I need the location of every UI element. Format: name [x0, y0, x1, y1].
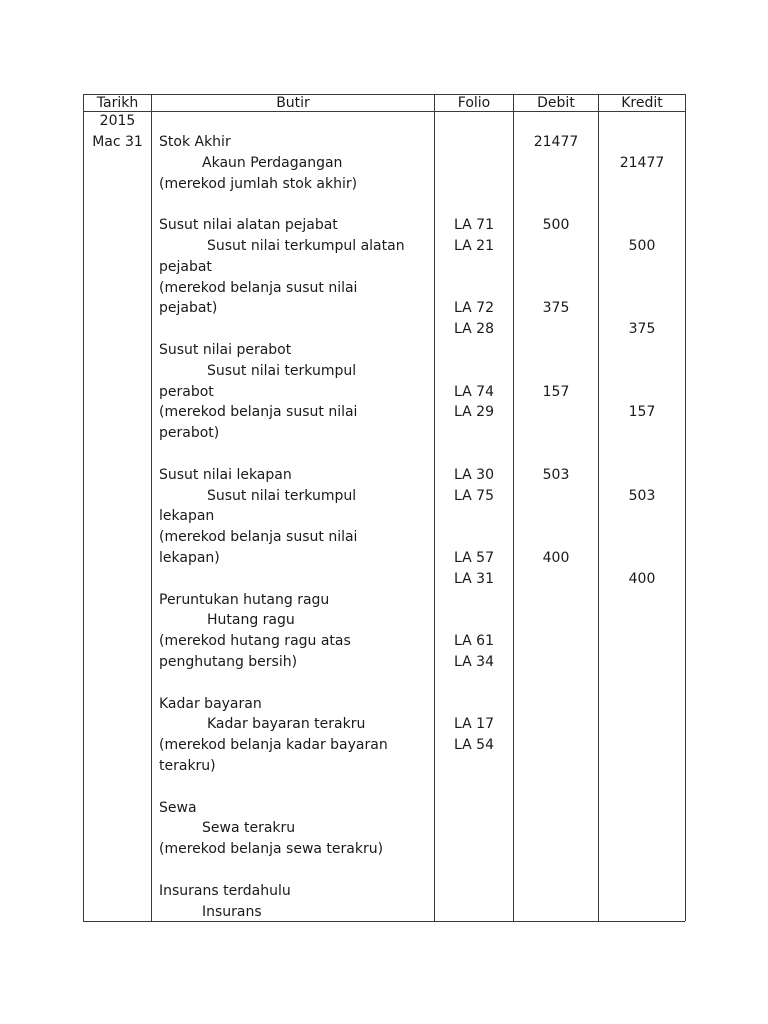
kredit-value: 21477: [619, 155, 665, 171]
kredit-value: 157: [628, 404, 656, 420]
butir-text: pejabat: [159, 259, 212, 275]
folio-value: LA 30: [454, 467, 494, 483]
butir-text: Sewa: [159, 800, 197, 816]
folio-value: LA 31: [454, 571, 494, 587]
butir-text: Kadar bayaran: [159, 696, 262, 712]
folio-value: LA 34: [454, 654, 494, 670]
butir-text: Insurans terdahulu: [159, 883, 291, 899]
butir-text: Insurans: [202, 904, 262, 920]
folio-value: LA 72: [454, 300, 494, 316]
butir-text: (merekod belanja susut nilai: [159, 280, 358, 296]
folio-value: LA 21: [454, 238, 494, 254]
col-border-left: [83, 94, 84, 921]
col-border-debit-kredit: [598, 94, 599, 921]
debit-value: 503: [542, 467, 570, 483]
date-year: 2015: [99, 113, 136, 129]
butir-text: Susut nilai terkumpul: [207, 363, 357, 379]
butir-text: Susut nilai terkumpul alatan: [207, 238, 405, 254]
butir-text: (merekod belanja kadar bayaran: [159, 737, 388, 753]
butir-text: terakru): [159, 758, 216, 774]
kredit-value: 400: [628, 571, 656, 587]
butir-text: Susut nilai perabot: [159, 342, 292, 358]
butir-text: Stok Akhir: [159, 134, 231, 150]
folio-value: LA 29: [454, 404, 494, 420]
butir-text: perabot): [159, 425, 220, 441]
folio-value: LA 57: [454, 550, 494, 566]
butir-text: lekapan): [159, 550, 220, 566]
date-day: Mac 31: [92, 134, 143, 150]
butir-text: Akaun Perdagangan: [202, 155, 343, 171]
butir-text: Sewa terakru: [202, 820, 296, 836]
butir-text: (merekod jumlah stok akhir): [159, 176, 358, 192]
header-debit: Debit: [537, 95, 575, 111]
kredit-value: 500: [628, 238, 656, 254]
header-tarikh: Tarikh: [96, 95, 139, 111]
butir-text: Hutang ragu: [207, 612, 295, 628]
butir-text: (merekod belanja susut nilai: [159, 404, 358, 420]
butir-text: lekapan: [159, 508, 215, 524]
kredit-value: 375: [628, 321, 656, 337]
folio-value: LA 17: [454, 716, 494, 732]
debit-value: 500: [542, 217, 570, 233]
debit-value: 400: [542, 550, 570, 566]
debit-value: 157: [542, 384, 570, 400]
kredit-value: 503: [628, 488, 656, 504]
table-bottom-border: [83, 921, 685, 922]
header-folio: Folio: [457, 95, 491, 111]
butir-text: Kadar bayaran terakru: [207, 716, 366, 732]
butir-text: (merekod hutang ragu atas: [159, 633, 351, 649]
butir-text: Susut nilai alatan pejabat: [159, 217, 338, 233]
folio-value: LA 74: [454, 384, 494, 400]
butir-text: Peruntukan hutang ragu: [159, 592, 330, 608]
header-butir: Butir: [276, 95, 310, 111]
butir-text: perabot: [159, 384, 214, 400]
folio-value: LA 61: [454, 633, 494, 649]
debit-value: 375: [542, 300, 570, 316]
butir-text: Susut nilai lekapan: [159, 467, 292, 483]
col-border-tarikh-butir: [151, 94, 152, 921]
butir-text: Susut nilai terkumpul: [207, 488, 357, 504]
butir-text: pejabat): [159, 300, 218, 316]
header-kredit: Kredit: [621, 95, 663, 111]
butir-text: (merekod belanja sewa terakru): [159, 841, 384, 857]
folio-value: LA 75: [454, 488, 494, 504]
header-bottom-border: [83, 111, 685, 112]
folio-value: LA 28: [454, 321, 494, 337]
folio-value: LA 54: [454, 737, 494, 753]
debit-value: 21477: [533, 134, 579, 150]
folio-value: LA 71: [454, 217, 494, 233]
butir-text: penghutang bersih): [159, 654, 298, 670]
butir-text: (merekod belanja susut nilai: [159, 529, 358, 545]
col-border-right: [685, 94, 686, 921]
